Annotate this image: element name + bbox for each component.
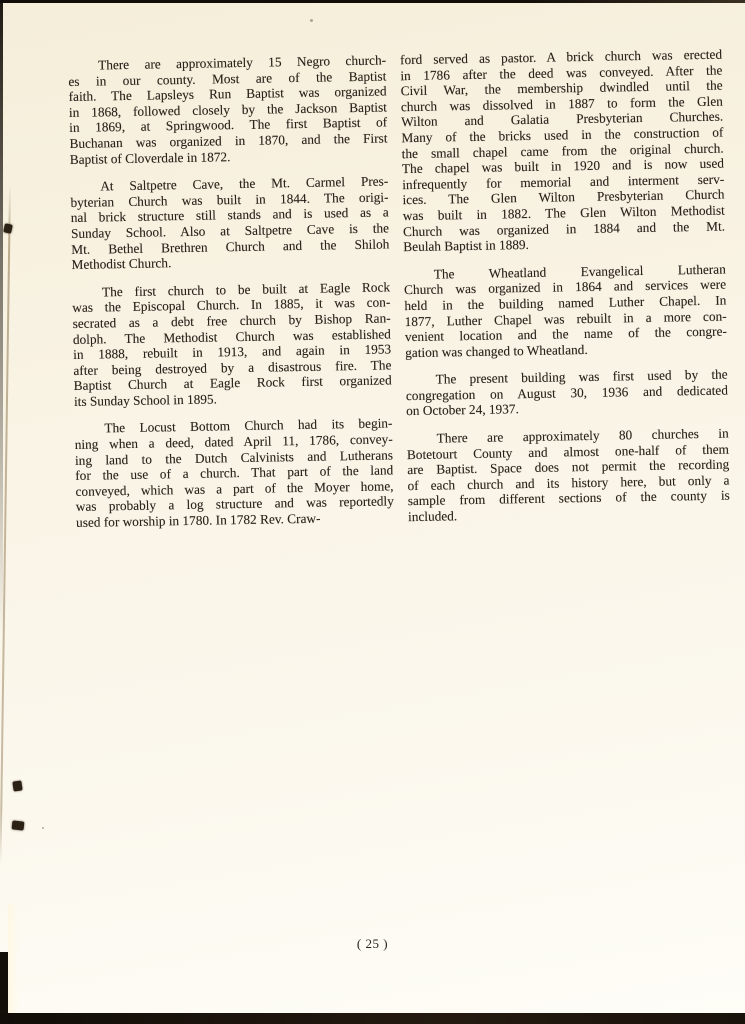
text-line: in 1868, followed closely by the Jackson Baptist — [68, 99, 388, 120]
text-line: for the use of a church. That part of the land — [75, 462, 394, 484]
text-line: on October 24, 1937. — [406, 401, 519, 419]
text-line: nal brick structure still stands and is used as a — [70, 204, 389, 226]
text-line: The chapel was built in 1920 and is now used — [401, 155, 725, 177]
paragraph — [70, 174, 390, 273]
text-line: conveyed, which was a part of the Moyer home, — [75, 478, 394, 499]
text-line: in 1786 after the deed was conveyed. After the — [400, 62, 723, 83]
text-line: 1877, Luther Chapel was rebuilt in a more con- — [404, 308, 727, 329]
scan-edge-top — [0, 0, 745, 3]
text-line: venient location and the name of the congre- — [404, 323, 727, 345]
text-line: gation was changed to Wheatland. — [405, 341, 588, 360]
text-line: At Saltpetre Cave, the Mt. Carmel Pres- — [100, 173, 389, 194]
paragraph — [407, 426, 731, 525]
text-line: congregation on August 30, 1936 and dedicated — [405, 382, 729, 404]
text-line: faith. The Lapsleys Run Baptist was organized — [68, 83, 387, 105]
paragraph — [74, 416, 394, 531]
text-line: Mt. Bethel Brethren Church and the Shiloh — [71, 235, 390, 257]
text-line: Many of the bricks used in the construction of — [401, 124, 724, 146]
paragraph — [406, 367, 729, 419]
text-line: ices. The Glen Wilton Presbyterian Church — [402, 186, 725, 208]
text-line: held in the building named Luther Chapel. In — [404, 292, 727, 314]
text-line: The present building was first used by the — [435, 366, 728, 387]
text-line: of each church and its history here, but only a — [407, 472, 730, 493]
paragraph — [68, 52, 388, 167]
text-line: was built in 1882. The Glen Wilton Methodist — [402, 202, 725, 224]
text-line: There are approximately 80 churches in — [436, 425, 729, 446]
paper-speck — [310, 19, 313, 22]
page-number: ( 25 ) — [356, 936, 389, 951]
text-line: Beulah Baptist in 1889. — [403, 237, 530, 255]
text-line: Botetourt County and almost one-half of them — [406, 441, 730, 462]
text-line: was the Episcopal Church. In 1885, it was con- — [72, 294, 391, 316]
text-line: Church was organized in 1864 and services were — [403, 276, 727, 298]
text-line: the small chapel came from the original church. — [401, 140, 724, 161]
text-line: sample from different sections of the county is — [407, 487, 730, 509]
text-line: The Locust Bottom Church had its begin- — [104, 415, 393, 436]
text-line: The Wheatland Evangelical Lutheran — [433, 261, 726, 282]
staple-mark — [12, 780, 22, 791]
text-line: byterian Church was built in 1844. The origi- — [70, 189, 389, 210]
text-line: church was dissolved in 1887 to form the Glen — [400, 93, 723, 114]
text-line: secrated as a debt free church by Bishop Ran- — [72, 310, 391, 331]
text-line: included. — [407, 508, 458, 525]
text-line: was probably a log structure and was reportedly — [75, 493, 394, 515]
text-line: dolph. The Methodist Church was established — [72, 325, 391, 347]
paragraph — [404, 261, 728, 360]
text-line: in 1869, at Springwood. The first Baptist of — [69, 114, 388, 136]
text-line: in 1888, rebuilt in 1913, and again in 1953 — [73, 341, 392, 363]
page-content — [68, 47, 730, 531]
scan-edge-left — [0, 0, 3, 635]
text-line: The first church to be built at Eagle Rock — [101, 279, 391, 300]
text-line: used for worship in 1780. In 1782 Rev. Craw- — [75, 510, 321, 530]
staple-mark — [12, 820, 25, 830]
paper-highlight — [8, 904, 18, 1024]
right-column — [400, 47, 730, 525]
text-line: Baptist of Cloverdale in 1872. — [69, 148, 231, 167]
text-line: Methodist Church. — [71, 255, 172, 273]
left-column — [68, 52, 394, 530]
text-line: ing land to the Dutch Calvinists and Lutherans — [74, 447, 394, 468]
text-line: Civil War, the membership dwindled until the — [400, 77, 723, 99]
text-line: ford served as pastor. A brick church was erected — [399, 46, 723, 68]
text-line: Sunday School. Also at Saltpetre Cave is the — [70, 220, 390, 241]
text-line: are Baptist. Space does not permit the recording — [407, 456, 730, 478]
text-line: infrequently for memorial and interment serv- — [402, 171, 725, 192]
text-line: its Sunday School in 1895. — [73, 391, 218, 409]
staple-mark — [3, 223, 13, 233]
text-line: Wilton and Galatia Presbyterian Churches. — [401, 108, 724, 130]
scan-edge-bottom — [0, 1013, 745, 1024]
text-line: es in our county. Most are of the Baptist — [68, 68, 387, 89]
paragraph — [72, 279, 392, 409]
paragraph — [400, 47, 725, 255]
text-line: ning when a deed, dated April 11, 1786, convey- — [74, 431, 393, 453]
paper-speck — [42, 827, 44, 829]
text-line: after being destroyed by a disastrous fire. The — [73, 357, 392, 378]
text-line: Buchanan was organized in 1870, and the First — [69, 130, 388, 151]
text-line: Baptist Church at Eagle Rock first organized — [73, 372, 392, 394]
text-line: There are approximately 15 Negro church- — [97, 52, 387, 73]
text-line: Church was organized in 1884 and the Mt. — [402, 218, 726, 239]
